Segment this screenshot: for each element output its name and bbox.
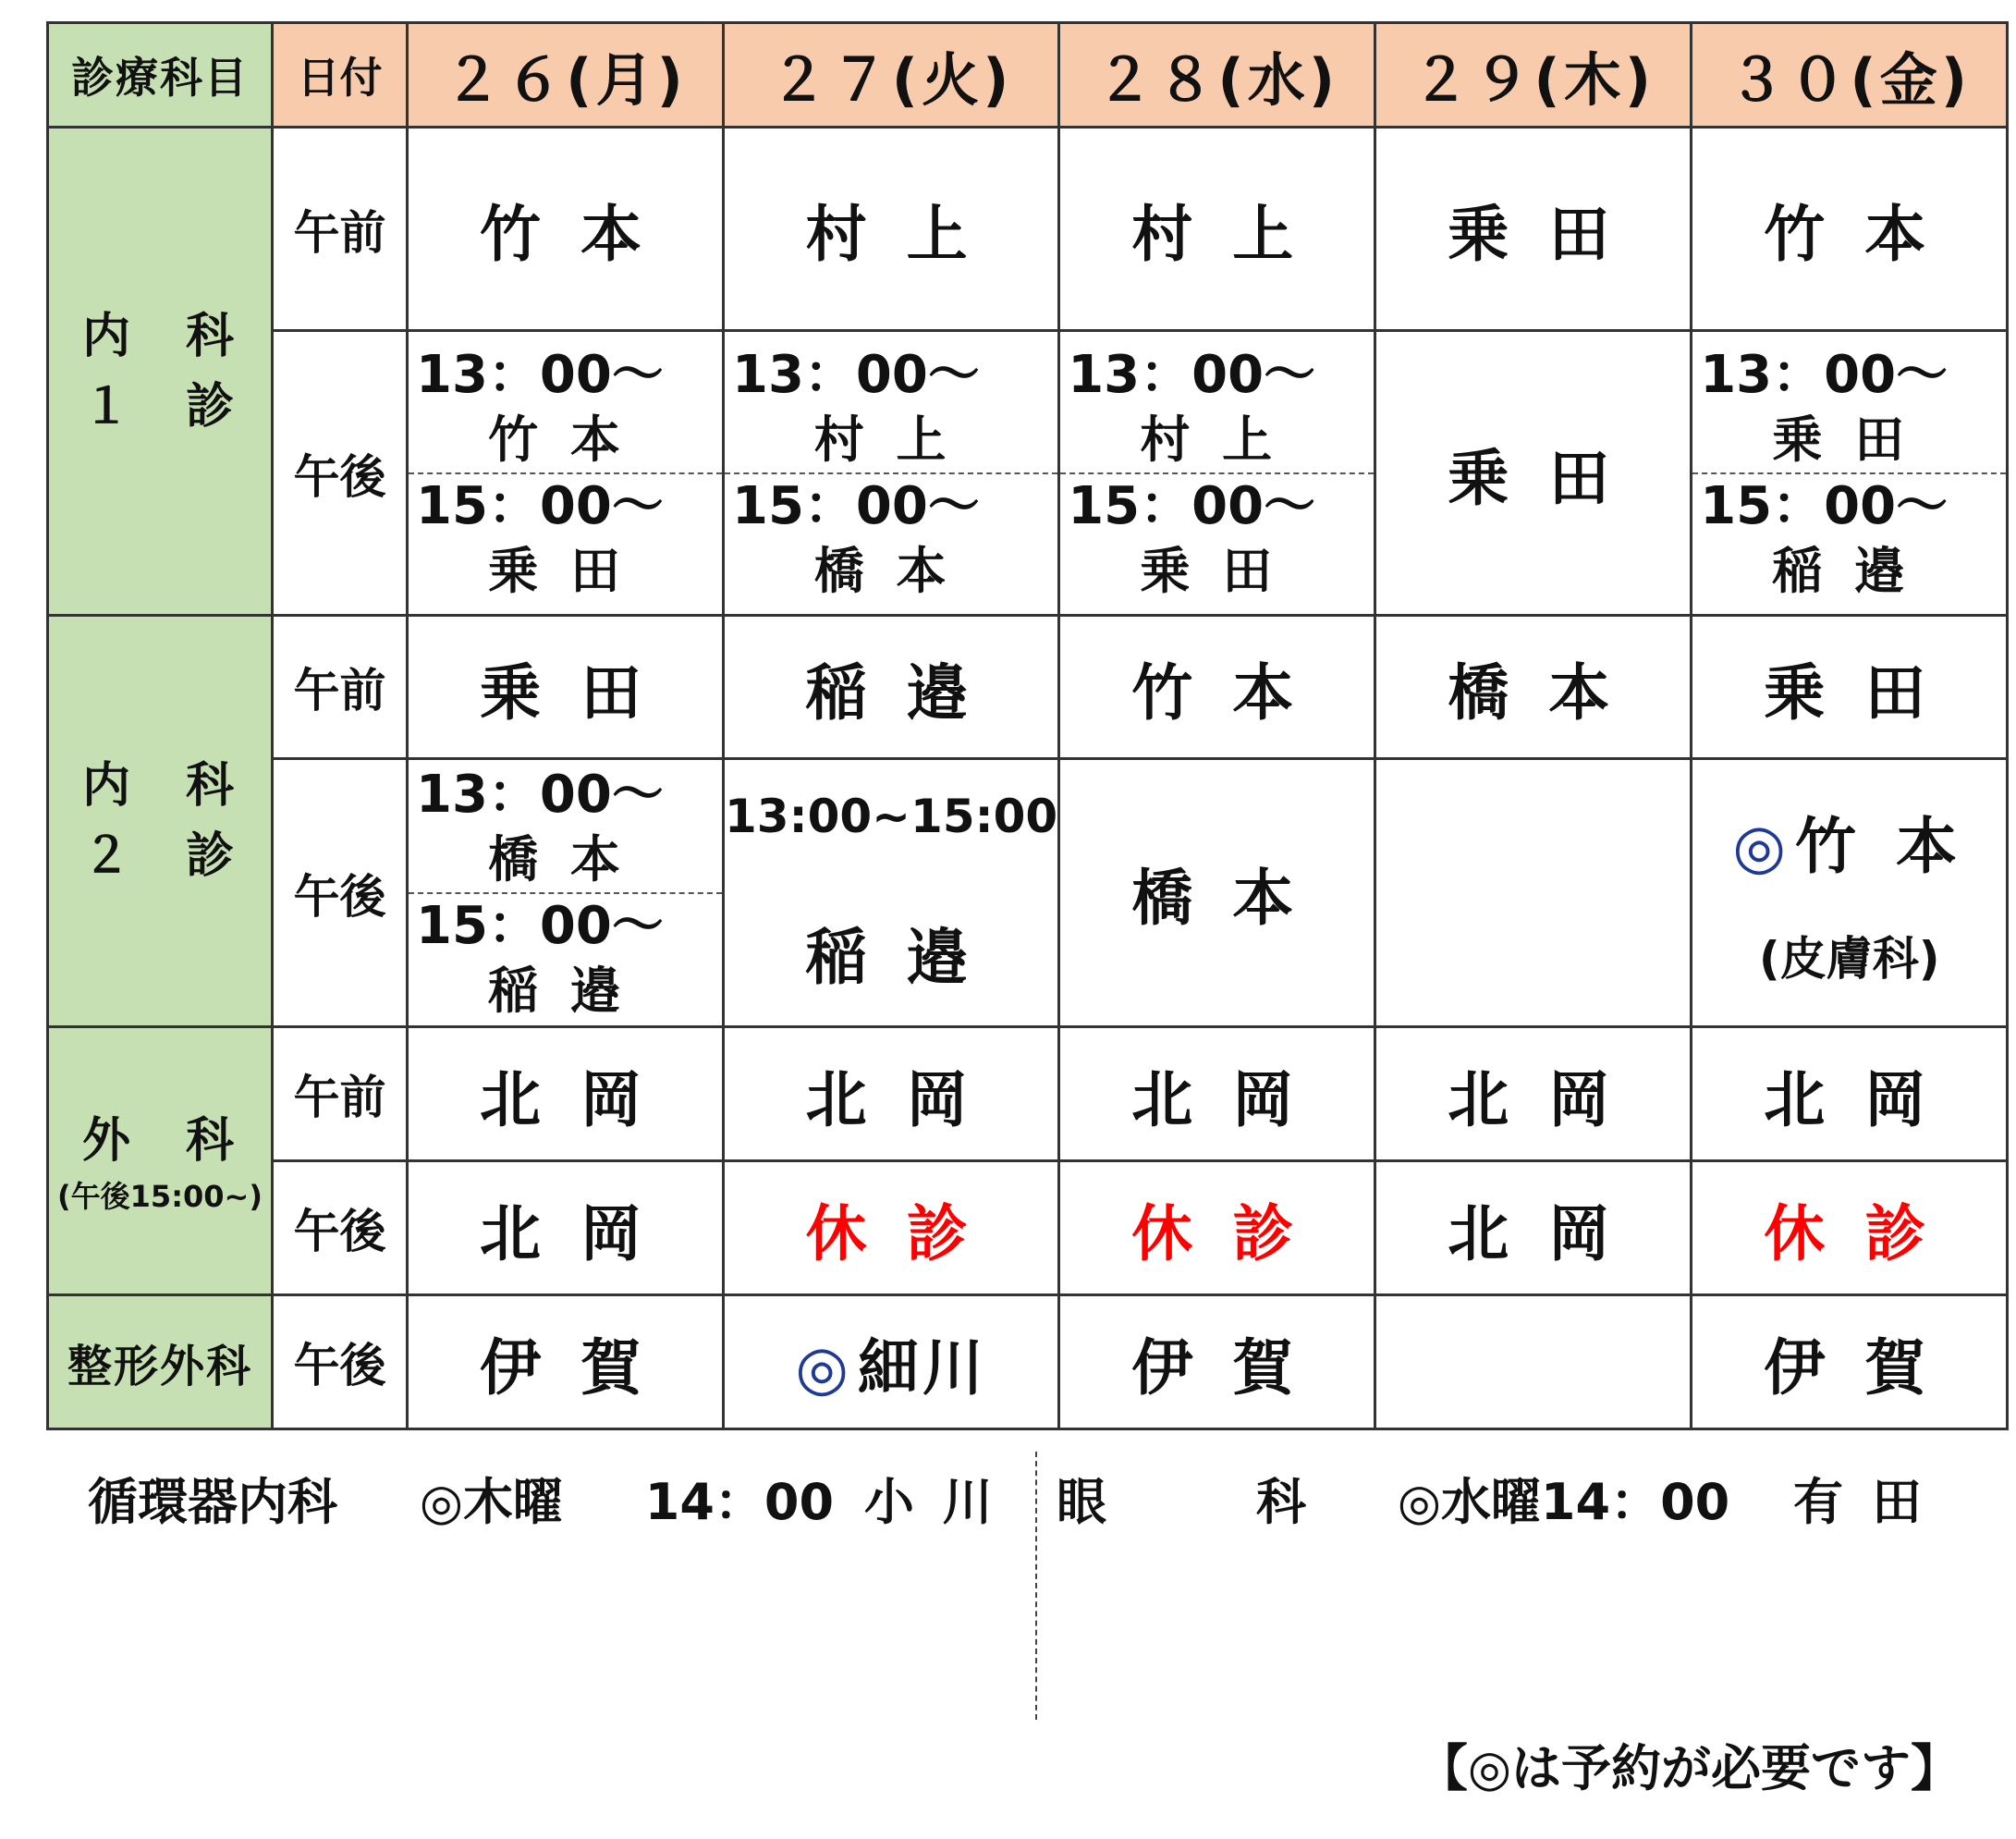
reservation-mark-icon: ◎ (795, 1331, 858, 1404)
surgery-pm-mon: 北 岡 (408, 1161, 724, 1295)
cardio-doctor: 小 川 (863, 1473, 998, 1531)
ortho-pm-row (48, 1295, 2008, 1429)
surgery-am-fri: 北 岡 (1692, 1027, 2008, 1161)
doctor-name: 乗 田 (488, 541, 628, 600)
doctor-name: 稲 邉 (805, 922, 977, 993)
internal2-am-thu: 橋 本 (1375, 616, 1692, 759)
dept-internal2 (48, 616, 273, 1027)
reservation-mark-icon: ◎ (419, 1473, 463, 1531)
time-label: 15：00～ (416, 895, 664, 956)
period-am: 午前 (273, 616, 408, 759)
internal2-pm-wed: 橋 本 (1059, 759, 1375, 1027)
internal1-am-thu: 乗 田 (1375, 128, 1692, 331)
surgery-pm-row (48, 1161, 2008, 1295)
time-label: 15：00～ (1700, 475, 1949, 536)
ortho-pm-mon: 伊 賀 (408, 1295, 724, 1429)
surgery-am-tue: 北 岡 (724, 1027, 1059, 1161)
internal2-am-wed: 竹 本 (1059, 616, 1375, 759)
doctor-name: 竹 本 (1795, 811, 1966, 882)
header-date: 日付 (273, 23, 408, 128)
doctor-name: 村 上 (813, 410, 954, 469)
eye-doctor: 有 田 (1793, 1473, 1927, 1531)
dept-internal2-line1: 内 科 (81, 758, 238, 814)
internal2-am-fri: 乗 田 (1692, 616, 2008, 759)
internal2-am-mon: 乗 田 (408, 616, 724, 759)
dept-surgery (48, 1027, 273, 1295)
internal1-pm-mon (408, 331, 724, 616)
time-label: 13：00～ (1068, 344, 1316, 405)
internal1-pm-wed (1059, 331, 1375, 616)
surgery-pm-tue-closed: 休 診 (724, 1161, 1059, 1295)
internal2-pm-mon (408, 759, 724, 1027)
doctor-name: 稲 邉 (1772, 541, 1912, 600)
time-label: 15：00～ (732, 475, 980, 536)
cardio-label: 循環器内科 (88, 1473, 337, 1531)
time-label: 15：00～ (1068, 475, 1316, 536)
internal2-am-tue: 稲 邉 (724, 616, 1059, 759)
cardio-day: 木曜 (462, 1473, 563, 1531)
surgery-am-mon: 北 岡 (408, 1027, 724, 1161)
cardio-time: 14：00 (644, 1473, 835, 1531)
eye-day: 水曜14：00 (1440, 1473, 1730, 1531)
header-day-mon: ２６(月) (408, 23, 724, 128)
eye-label: 眼 科 (1057, 1473, 1306, 1531)
internal1-am-wed: 村 上 (1059, 128, 1375, 331)
dept-internal2-line2: ２ 診 (81, 828, 238, 884)
surgery-am-row (48, 1027, 2008, 1161)
reservation-mark-icon: ◎ (1397, 1473, 1441, 1531)
period-pm: 午後 (273, 331, 408, 616)
dept-surgery-label: 外 科 (81, 1112, 238, 1169)
doctor-name: 橋 本 (813, 541, 954, 600)
internal1-pm-tue (724, 331, 1059, 616)
surgery-am-thu: 北 岡 (1375, 1027, 1692, 1161)
surgery-pm-wed-closed: 休 診 (1059, 1161, 1375, 1295)
internal2-pm-thu (1375, 759, 1692, 1027)
doctor-name: 橋 本 (488, 829, 628, 889)
header-dept: 診療科目 (48, 23, 273, 128)
time-label: 13：00～ (416, 764, 664, 825)
internal2-pm-tue (724, 759, 1059, 1027)
internal2-pm-fri (1692, 759, 2008, 1027)
doctor-name: 細川 (857, 1331, 987, 1404)
ortho-pm-fri: 伊 賀 (1692, 1295, 2008, 1429)
period-pm: 午後 (273, 759, 408, 1027)
eye-note (1057, 1463, 1927, 1534)
period-am: 午前 (273, 128, 408, 331)
header-day-thu: ２９(木) (1375, 23, 1692, 128)
internal2-am-row (48, 616, 2008, 759)
time-label: 15：00～ (416, 475, 664, 536)
doctor-name: 乗 田 (1772, 410, 1912, 469)
reservation-legend: 【◎は予約が必要です】 (1417, 1739, 1961, 1797)
doctor-name: 稲 邉 (488, 961, 628, 1020)
dept-surgery-sub: (午後15:00~) (57, 1178, 263, 1214)
time-range: 13:00~15:00 (725, 790, 1058, 843)
schedule-table (46, 21, 2009, 1430)
surgery-am-wed: 北 岡 (1059, 1027, 1375, 1161)
doctor-name: 竹 本 (488, 410, 628, 469)
dept-internal1-line1: 内 科 (81, 308, 238, 364)
footer-divider (1035, 1452, 1037, 1720)
period-pm: 午後 (273, 1161, 408, 1295)
ortho-pm-thu (1375, 1295, 1692, 1429)
reservation-mark-icon: ◎ (1732, 811, 1796, 882)
ortho-pm-wed: 伊 賀 (1059, 1295, 1375, 1429)
specialty-note: (皮膚科) (1758, 932, 1940, 986)
ortho-pm-tue (724, 1295, 1059, 1429)
dept-internal1 (48, 128, 273, 616)
internal1-am-tue: 村 上 (724, 128, 1059, 331)
header-row (48, 23, 2008, 128)
internal1-pm-fri (1692, 331, 2008, 616)
doctor-name: 乗 田 (1140, 541, 1280, 600)
header-day-wed: ２８(水) (1059, 23, 1375, 128)
period-am: 午前 (273, 1027, 408, 1161)
doctor-name: 村 上 (1140, 410, 1280, 469)
cardio-note (88, 1463, 998, 1534)
dept-internal1-line2: １ 診 (81, 378, 238, 435)
internal2-pm-row (48, 759, 2008, 1027)
dept-ortho: 整形外科 (48, 1295, 273, 1429)
internal1-am-row (48, 128, 2008, 331)
time-label: 13：00～ (416, 344, 664, 405)
surgery-pm-fri-closed: 休 診 (1692, 1161, 2008, 1295)
internal1-am-fri: 竹 本 (1692, 128, 2008, 331)
header-day-tue: ２７(火) (724, 23, 1059, 128)
time-label: 13：00～ (732, 344, 980, 405)
time-label: 13：00～ (1700, 344, 1949, 405)
internal1-pm-row (48, 331, 2008, 616)
period-pm: 午後 (273, 1295, 408, 1429)
internal1-am-mon: 竹 本 (408, 128, 724, 331)
internal1-pm-thu: 乗 田 (1375, 331, 1692, 616)
surgery-pm-thu: 北 岡 (1375, 1161, 1692, 1295)
header-day-fri: ３０(金) (1692, 23, 2008, 128)
